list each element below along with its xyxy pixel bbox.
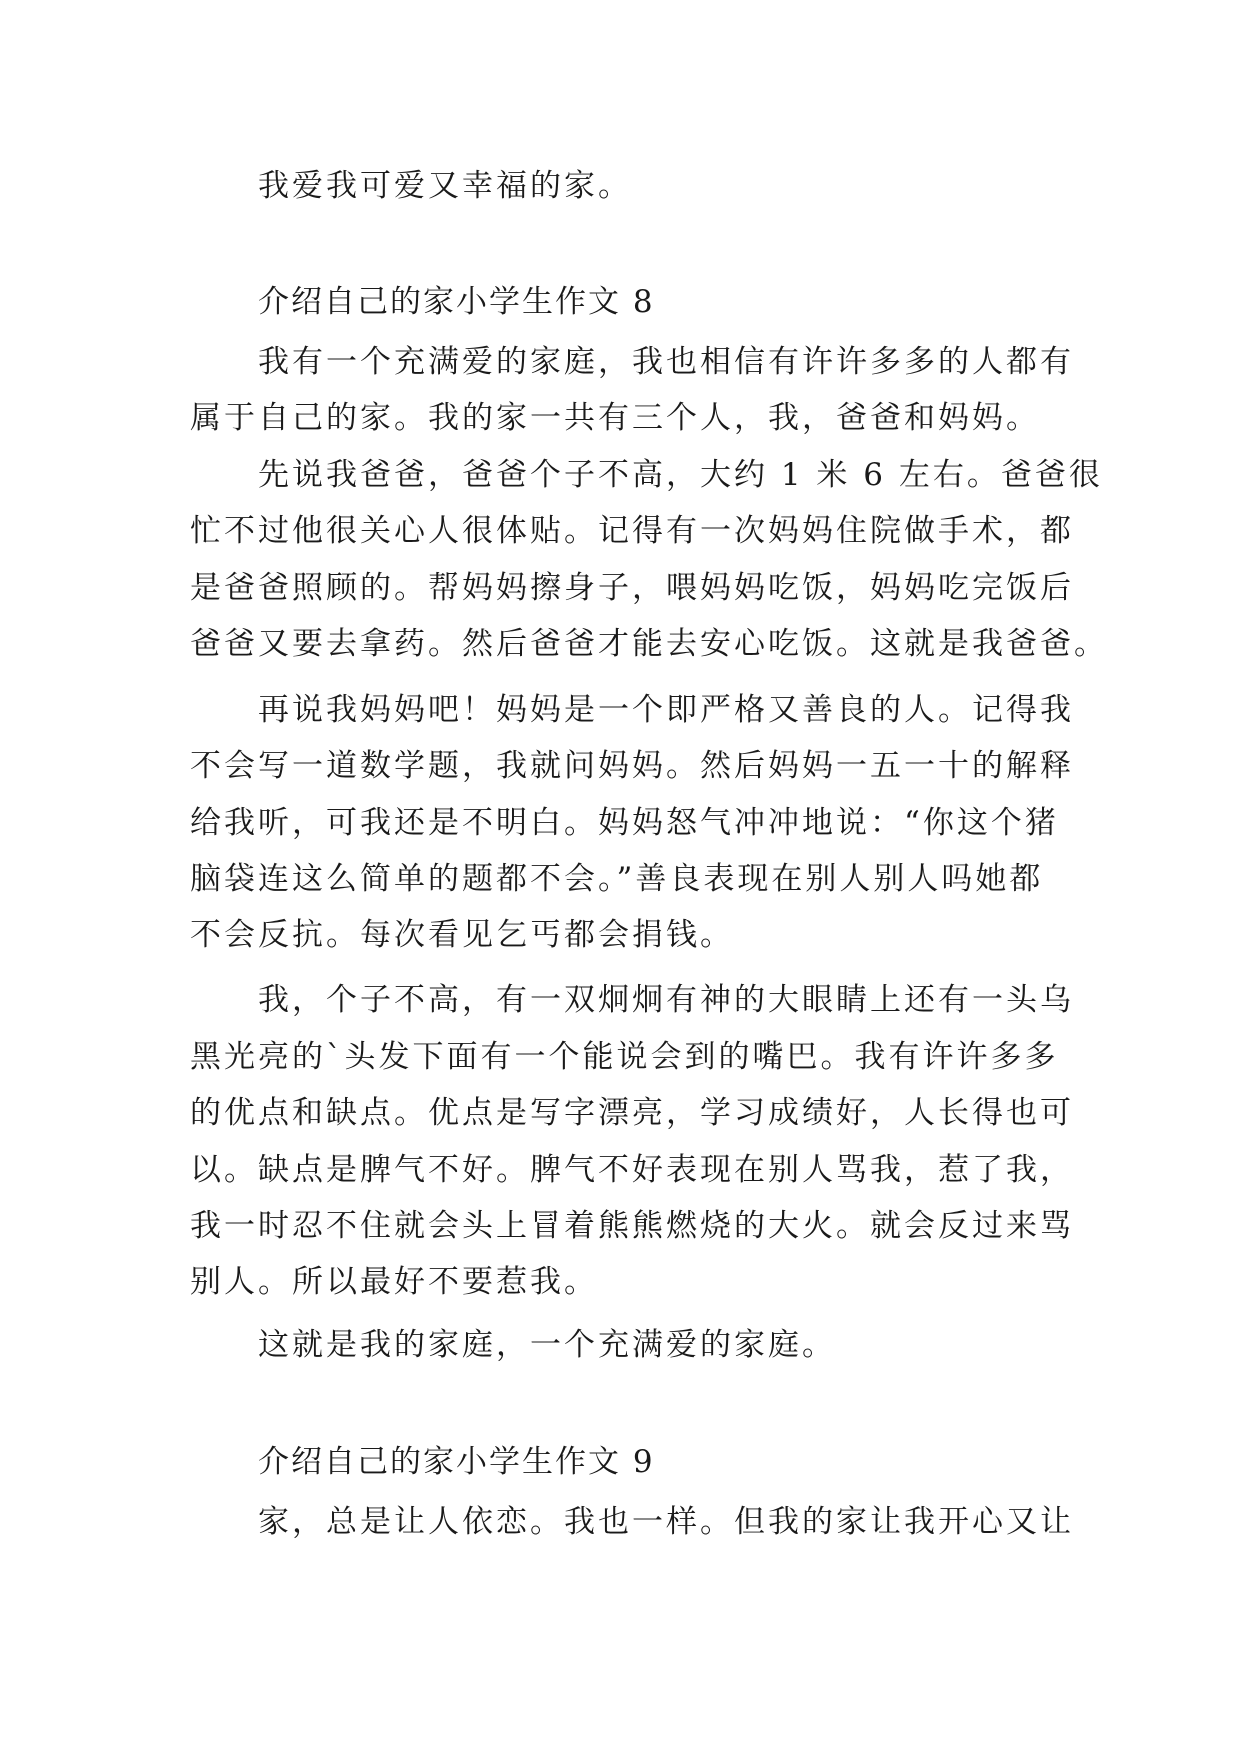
essay-8-p2-line4: 爸爸又要去拿药。然后爸爸才能去安心吃饭。这就是我爸爸。 (190, 626, 1108, 662)
essay-8-p3-line3: 给我听，可我还是不明白。妈妈怒气冲冲地说：“你这个猪 (190, 805, 1059, 841)
essay-8-p1-line1: 我有一个充满爱的家庭，我也相信有许许多多的人都有 (258, 344, 1074, 380)
essay-8-p4-line1: 我，个子不高，有一双炯炯有神的大眼睛上还有一头乌 (258, 982, 1074, 1018)
essay-8-p2-line2: 忙不过他很关心人很体贴。记得有一次妈妈住院做手术，都 (190, 513, 1074, 549)
essay-8-p2-line3: 是爸爸照顾的。帮妈妈擦身子，喂妈妈吃饭，妈妈吃完饭后 (190, 570, 1074, 606)
essay-8-p4-line3: 的优点和缺点。优点是写字漂亮，学习成绩好，人长得也可 (190, 1095, 1074, 1131)
essay-8-p4-line4: 以。缺点是脾气不好。脾气不好表现在别人骂我，惹了我， (190, 1152, 1074, 1188)
essay-8-p3-line2: 不会写一道数学题，我就问妈妈。然后妈妈一五一十的解释 (190, 748, 1074, 784)
closing-line: 我爱我可爱又幸福的家。 (258, 168, 632, 204)
essay-8-p3-line4: 脑袋连这么简单的题都不会。”善良表现在别人别人吗她都 (190, 861, 1044, 897)
essay-8-p3-line5: 不会反抗。每次看见乞丐都会捐钱。 (190, 917, 734, 953)
essay-8-title: 介绍自己的家小学生作文 8 (258, 284, 655, 320)
essay-9-p1-line1: 家，总是让人依恋。我也一样。但我的家让我开心又让 (258, 1504, 1074, 1540)
essay-8-p3-line1: 再说我妈妈吧！妈妈是一个即严格又善良的人。记得我 (258, 692, 1074, 728)
essay-8-p4-line2: 黑光亮的`头发下面有一个能说会到的嘴巴。我有许许多多 (190, 1039, 1059, 1075)
essay-8-p2-line1: 先说我爸爸，爸爸个子不高，大约 1 米 6 左右。爸爸很 (258, 457, 1103, 493)
essay-8-p4-line5: 我一时忍不住就会头上冒着熊熊燃烧的大火。就会反过来骂 (190, 1208, 1074, 1244)
essay-8-p4-line6: 别人。所以最好不要惹我。 (190, 1264, 598, 1300)
essay-8-p5-line1: 这就是我的家庭，一个充满爱的家庭。 (258, 1327, 836, 1363)
essay-9-title: 介绍自己的家小学生作文 9 (258, 1444, 655, 1480)
essay-8-p1-line2: 属于自己的家。我的家一共有三个人，我，爸爸和妈妈。 (190, 400, 1040, 436)
